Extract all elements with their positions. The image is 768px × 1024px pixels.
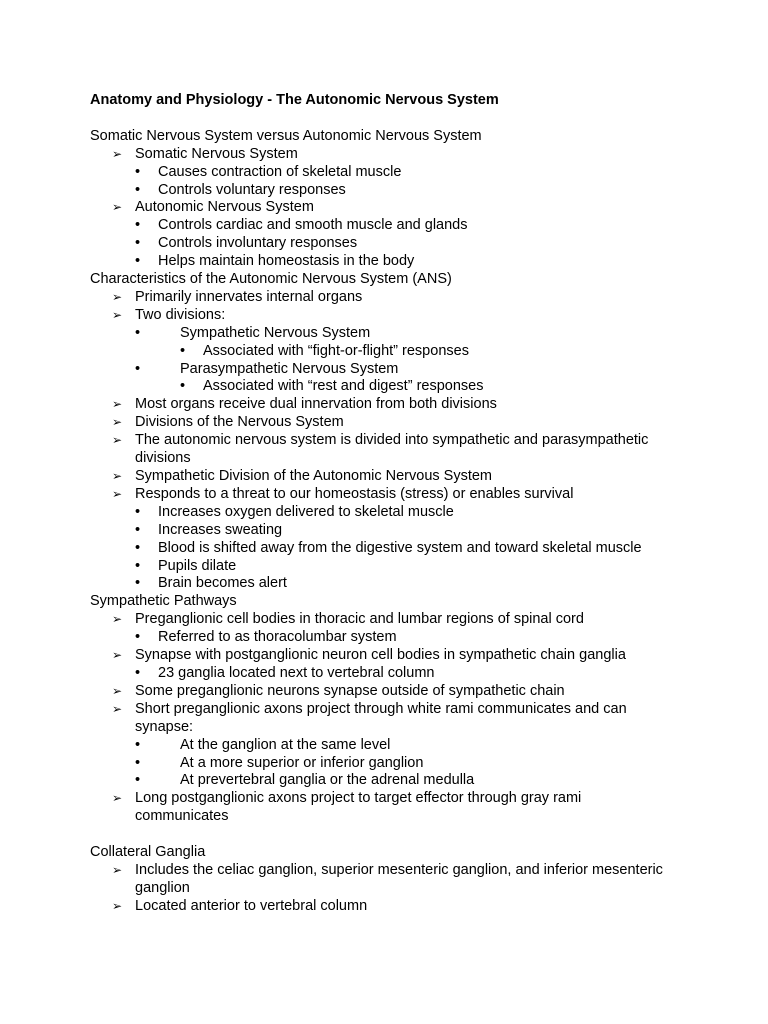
arrow-list-item (90, 701, 675, 737)
bullet-list-item (90, 504, 730, 522)
list-item-text: The autonomic nervous system is divided into sympathetic and parasympathetic divisions (135, 432, 649, 467)
blank-line (90, 826, 730, 844)
arrow-list-item (90, 396, 730, 414)
list-item-text: Controls cardiac and smooth muscle and glands (158, 217, 468, 234)
bullet-list-item (90, 755, 730, 773)
bullet-list-item (90, 772, 730, 790)
arrow-bullet-icon: ➢ (112, 469, 123, 484)
list-item-text: Sympathetic Division of the Autonomic Nervous System (135, 468, 493, 485)
arrow-list-item (90, 146, 730, 164)
bullet-icon: • (135, 503, 141, 520)
bullet-list-item (90, 164, 730, 182)
list-item-text: Brain becomes alert (158, 575, 287, 592)
list-item-text: Somatic Nervous System (135, 145, 298, 162)
bullet-list-item (90, 737, 730, 755)
arrow-bullet-icon: ➢ (112, 289, 123, 304)
list-item-text: Associated with “fight-or-flight” responses (203, 342, 469, 359)
list-item-text: Some preganglionic neurons synapse outside of sympathetic chain (135, 682, 565, 699)
section-heading: Somatic Nervous System versus Autonomic Nervous System (90, 127, 482, 144)
bullet-icon: • (135, 575, 141, 592)
arrow-list-item (90, 486, 730, 504)
bullet-list-item (90, 575, 730, 593)
list-item-text: At a more superior or inferior ganglion (180, 754, 424, 771)
arrow-bullet-icon: ➢ (112, 415, 123, 430)
arrow-bullet-icon: ➢ (112, 146, 123, 161)
blank-line (90, 110, 730, 128)
bullet-icon: • (135, 163, 141, 180)
arrow-bullet-icon: ➢ (112, 898, 123, 913)
bullet-icon: • (135, 324, 141, 341)
document-page (90, 92, 730, 916)
bullet-list-item (90, 343, 730, 361)
bullet-icon: • (135, 539, 141, 556)
bullet-list-item (90, 253, 730, 271)
arrow-list-item (90, 199, 730, 217)
bullet-list-item (90, 182, 730, 200)
list-item-text: Divisions of the Nervous System (135, 414, 344, 431)
list-item-text: Blood is shifted away from the digestive system and toward skeletal muscle (158, 539, 642, 556)
arrow-list-item (90, 307, 730, 325)
bullet-icon: • (135, 557, 141, 574)
arrow-list-item (90, 432, 675, 468)
list-item-text: At prevertebral ganglia or the adrenal medulla (180, 772, 475, 789)
bullet-icon: • (135, 181, 141, 198)
bullet-list-item (90, 665, 730, 683)
bullet-list-item (90, 540, 730, 558)
bullet-list-item (90, 325, 730, 343)
arrow-bullet-icon: ➢ (112, 433, 123, 448)
list-item-text: Controls voluntary responses (158, 181, 346, 198)
bullet-list-item (90, 522, 730, 540)
bullet-icon: • (135, 754, 141, 771)
bullet-icon: • (180, 378, 186, 395)
list-item-text: Associated with “rest and digest” responses (203, 378, 484, 395)
arrow-bullet-icon: ➢ (112, 683, 123, 698)
arrow-list-item (90, 898, 730, 916)
list-item-text: Referred to as thoracolumbar system (158, 629, 397, 646)
arrow-list-item (90, 683, 730, 701)
arrow-bullet-icon: ➢ (112, 791, 123, 806)
list-item-text: Controls involuntary responses (158, 235, 358, 252)
arrow-list-item (90, 790, 675, 826)
arrow-bullet-icon: ➢ (112, 701, 123, 716)
bullet-list-item (90, 217, 730, 235)
bullet-icon: • (180, 342, 186, 359)
bullet-icon: • (135, 235, 141, 252)
bullet-list-item (90, 558, 730, 576)
bullet-icon: • (135, 772, 141, 789)
arrow-bullet-icon: ➢ (112, 397, 123, 412)
list-item-text: Pupils dilate (158, 557, 237, 574)
list-item-text: Increases sweating (158, 521, 283, 538)
bullet-list-item (90, 629, 730, 647)
document-title: Anatomy and Physiology - The Autonomic Nervous System (90, 92, 499, 108)
list-item-text: Responds to a threat to our homeostasis (stress) or enables survival (135, 485, 574, 502)
list-item-text: Located anterior to vertebral column (135, 897, 368, 914)
bullet-list-item (90, 361, 730, 379)
list-item-text: Sympathetic Nervous System (180, 324, 371, 341)
arrow-list-item (90, 468, 730, 486)
list-item-text: Most organs receive dual innervation from both divisions (135, 396, 497, 413)
bullet-list-item (90, 235, 730, 253)
arrow-bullet-icon: ➢ (112, 486, 123, 501)
arrow-list-item (90, 414, 730, 432)
arrow-bullet-icon: ➢ (112, 307, 123, 322)
arrow-bullet-icon: ➢ (112, 200, 123, 215)
arrow-list-item (90, 289, 730, 307)
list-item-text: Primarily innervates internal organs (135, 288, 363, 305)
list-item-text: 23 ganglia located next to vertebral column (158, 664, 435, 681)
arrow-list-item (90, 862, 675, 898)
list-item-text: Short preganglionic axons project through white rami communicates and can synapse: (135, 700, 627, 735)
bullet-icon: • (135, 736, 141, 753)
list-item-text: Autonomic Nervous System (135, 199, 314, 216)
list-item-text: Synapse with postganglionic neuron cell bodies in sympathetic chain ganglia (135, 647, 626, 664)
section-heading: Collateral Ganglia (90, 844, 206, 861)
list-item-text: Two divisions: (135, 306, 226, 323)
arrow-list-item (90, 647, 730, 665)
bullet-icon: • (135, 521, 141, 538)
list-item-text: Parasympathetic Nervous System (180, 360, 399, 377)
arrow-list-item (90, 611, 730, 629)
list-item-text: Long postganglionic axons project to target effector through gray rami communicates (135, 790, 582, 825)
section-heading: Sympathetic Pathways (90, 593, 237, 610)
list-item-text: At the ganglion at the same level (180, 736, 391, 753)
bullet-icon: • (135, 217, 141, 234)
list-item-text: Helps maintain homeostasis in the body (158, 253, 415, 270)
bullet-icon: • (135, 629, 141, 646)
bullet-icon: • (135, 664, 141, 681)
list-item-text: Causes contraction of skeletal muscle (158, 163, 402, 180)
arrow-bullet-icon: ➢ (112, 648, 123, 663)
bullet-list-item (90, 378, 730, 396)
list-item-text: Preganglionic cell bodies in thoracic and lumbar regions of spinal cord (135, 611, 584, 628)
section-heading: Characteristics of the Autonomic Nervous System (ANS) (90, 271, 452, 288)
list-item-text: Increases oxygen delivered to skeletal muscle (158, 503, 454, 520)
arrow-bullet-icon: ➢ (112, 612, 123, 627)
arrow-bullet-icon: ➢ (112, 862, 123, 877)
bullet-icon: • (135, 360, 141, 377)
bullet-icon: • (135, 253, 141, 270)
list-item-text: Includes the celiac ganglion, superior mesenteric ganglion, and inferior mesenteric ganglion (135, 861, 663, 896)
